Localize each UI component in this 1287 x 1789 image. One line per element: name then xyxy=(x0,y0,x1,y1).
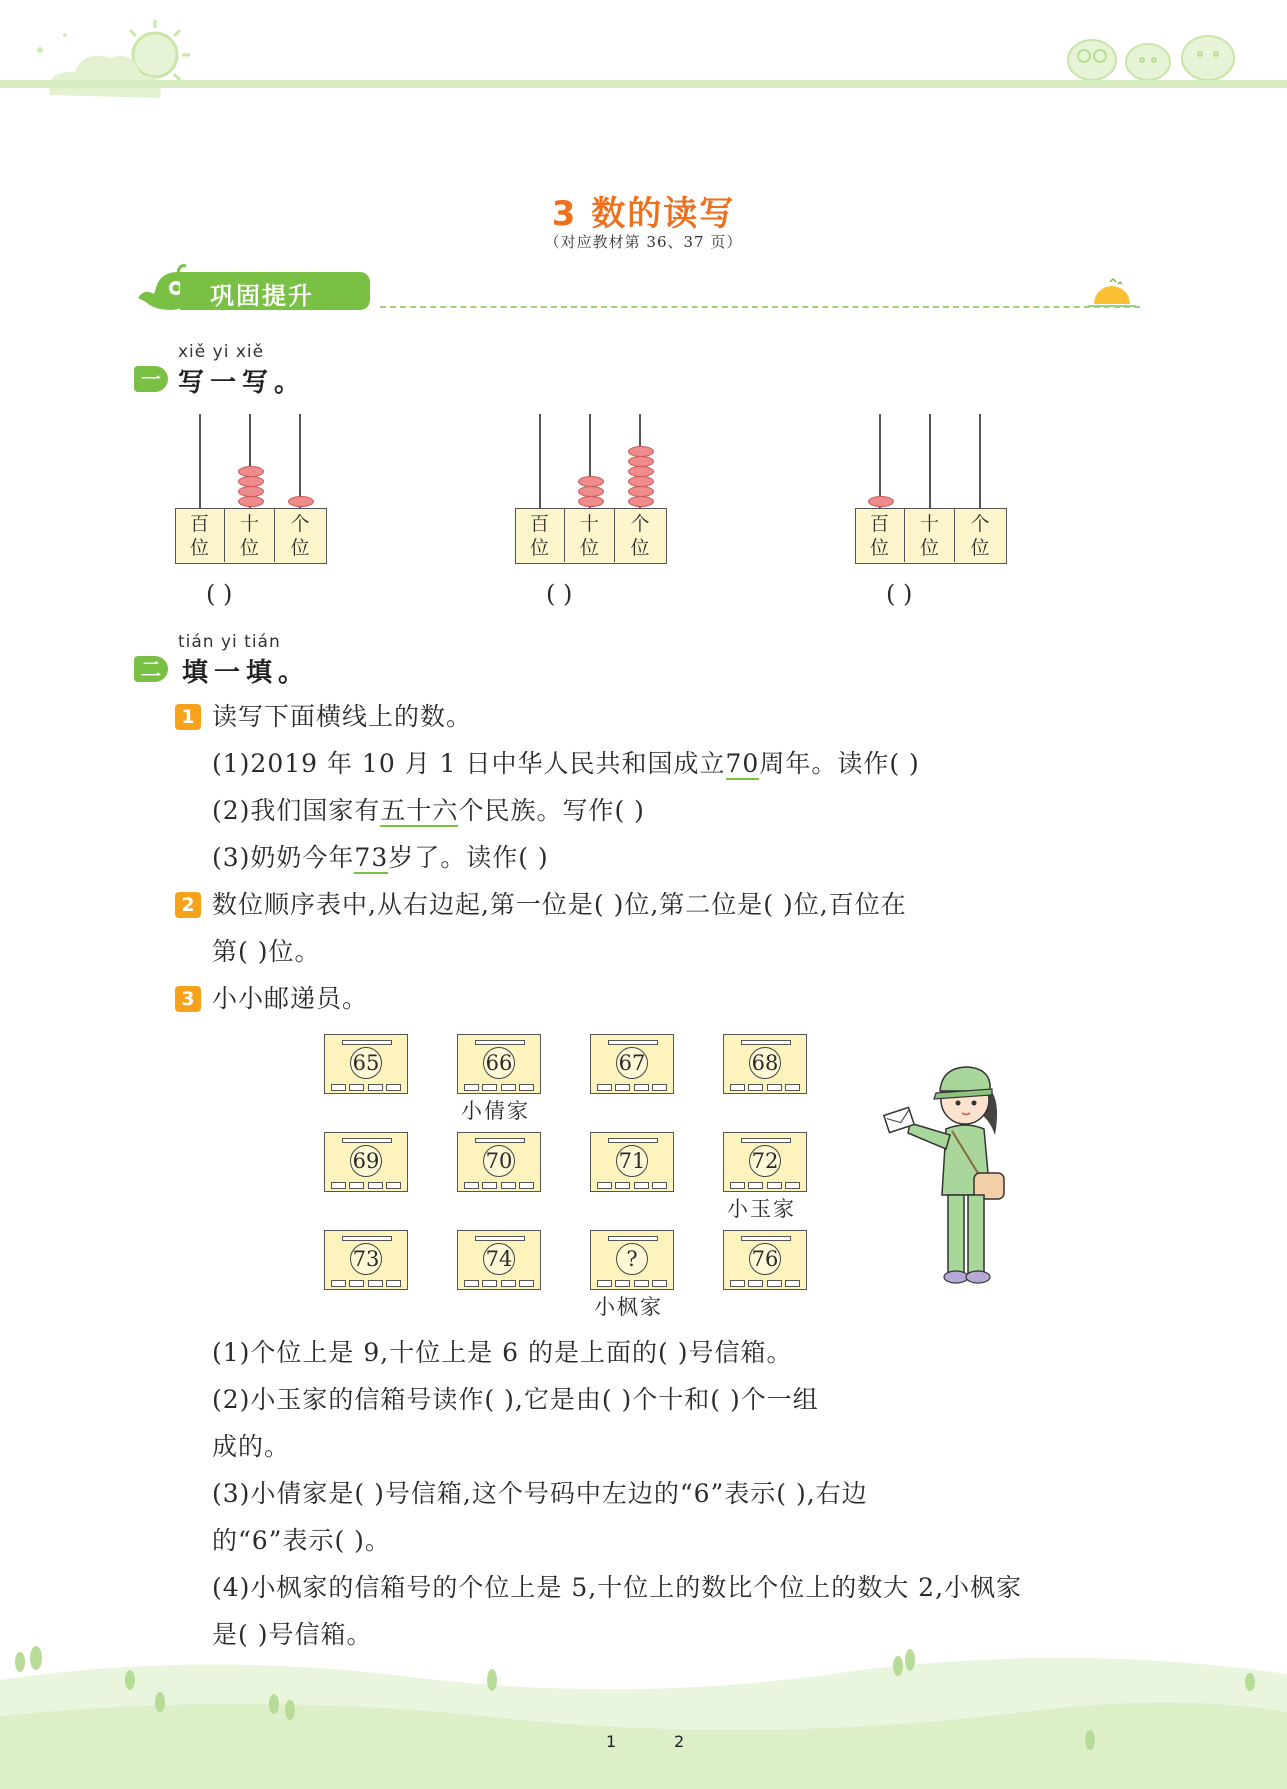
task3-instruction: 小小邮递员。 xyxy=(212,984,369,1013)
mailbox-number: 66 xyxy=(483,1047,515,1079)
mailbox xyxy=(457,1230,541,1290)
task3-q1: (1)个位上是 9,十位上是 6 的是上面的( )号信箱。 xyxy=(212,1338,793,1367)
abacus-3-answer[interactable]: ( ) xyxy=(886,580,913,608)
mailbox-number: 74 xyxy=(483,1243,515,1275)
task1-instruction: 读写下面横线上的数。 xyxy=(212,702,473,731)
mailbox xyxy=(457,1132,541,1192)
task3-q2-line2: 成的。 xyxy=(212,1432,291,1461)
abacus-2 xyxy=(515,414,665,574)
task3-q4-line1: (4)小枫家的信箱号的个位上是 5,十位上的数比个位上的数大 2,小枫家 xyxy=(212,1573,1023,1602)
label-ones: 个 位 xyxy=(970,513,990,559)
task2-line1: 数位顺序表中,从右边起,第一位是( )位,第二位是( )位,百位在 xyxy=(212,890,907,919)
mailbox-number: 68 xyxy=(749,1047,781,1079)
label-tens: 十 位 xyxy=(565,508,615,562)
footer-landscape-decoration xyxy=(0,1640,1287,1789)
mailbox xyxy=(723,1132,807,1192)
page-number-right: 2 xyxy=(674,1732,685,1751)
part1-title: 写一写。 xyxy=(178,368,307,398)
label-hundreds: 百 位 xyxy=(175,508,225,562)
task3-q2-line1: (2)小玉家的信箱号读作( ),它是由( )个十和( )个一组 xyxy=(212,1385,819,1414)
mailbox-number: 69 xyxy=(350,1145,382,1177)
part2-title: 填一填。 xyxy=(182,658,311,688)
mailbox xyxy=(457,1034,541,1094)
part1-pinyin: xiě yi xiě xyxy=(178,342,265,362)
task3-q3-line1: (3)小倩家是( )号信箱,这个号码中左边的“6”表示( ),右边 xyxy=(212,1479,868,1508)
mailbox xyxy=(590,1230,674,1290)
abacus-1-answer[interactable]: ( ) xyxy=(206,580,233,608)
task3-q3-line2: 的“6”表示( )。 xyxy=(212,1526,391,1555)
page-number-left: 1 xyxy=(606,1732,617,1751)
header-band xyxy=(0,80,1287,88)
task3-badge: 3 xyxy=(175,986,201,1012)
mailbox-number: 73 xyxy=(350,1243,382,1275)
mailbox-number: 67 xyxy=(616,1047,648,1079)
label-ones: 个 位 xyxy=(630,513,650,559)
label-hundreds: 百 位 xyxy=(855,508,905,562)
mailbox xyxy=(324,1230,408,1290)
part2-badge: 二 xyxy=(134,656,168,682)
mailbox xyxy=(324,1034,408,1094)
mailbox xyxy=(590,1132,674,1192)
mailbox xyxy=(590,1034,674,1094)
label-tens: 十 位 xyxy=(225,508,275,562)
task3-q4-line2: 是( )号信箱。 xyxy=(212,1620,373,1649)
mailbox-number: ? xyxy=(616,1243,648,1275)
section-banner-title: 巩固提升 xyxy=(210,282,314,310)
task2-badge: 2 xyxy=(175,892,201,918)
task1-q2: (2)我们国家有五十六个民族。写作( ) xyxy=(212,796,645,825)
label-xiaoyu-home: 小玉家 xyxy=(727,1197,796,1221)
mailbox-number: 65 xyxy=(350,1047,382,1079)
mailbox xyxy=(324,1132,408,1192)
task1-badge: 1 xyxy=(175,704,201,730)
mailbox xyxy=(723,1034,807,1094)
abacus-1 xyxy=(175,414,325,574)
label-tens: 十 位 xyxy=(905,508,955,562)
mailbox-number: 72 xyxy=(749,1145,781,1177)
header-animals-decoration xyxy=(1060,20,1250,85)
abacus-3 xyxy=(855,414,1005,574)
part1-badge: 一 xyxy=(134,366,168,392)
mail-carrier-illustration xyxy=(880,1055,1040,1295)
label-ones: 个 位 xyxy=(290,513,310,559)
header-cloud-sun-decoration xyxy=(20,10,220,110)
mailbox-number: 71 xyxy=(616,1145,648,1177)
abacus-2-answer[interactable]: ( ) xyxy=(546,580,573,608)
task1-q3: (3)奶奶今年73岁了。读作( ) xyxy=(212,843,549,872)
page-subtitle: （对应教材第 36、37 页） xyxy=(544,233,743,251)
sunset-icon xyxy=(1088,276,1136,312)
task2-line2: 第( )位。 xyxy=(212,937,321,966)
section-divider xyxy=(380,306,1140,308)
label-hundreds: 百 位 xyxy=(515,508,565,562)
page-title: 3 数的读写 xyxy=(551,194,736,234)
label-xiaofeng-home: 小枫家 xyxy=(594,1295,663,1319)
mailbox-number: 70 xyxy=(483,1145,515,1177)
task1-q1: (1)2019 年 10 月 1 日中华人民共和国成立70周年。读作( ) xyxy=(212,749,920,778)
part2-pinyin: tián yi tián xyxy=(178,632,281,652)
label-xiaoqian-home: 小倩家 xyxy=(461,1099,530,1123)
mailbox-number: 76 xyxy=(749,1243,781,1275)
mailbox xyxy=(723,1230,807,1290)
